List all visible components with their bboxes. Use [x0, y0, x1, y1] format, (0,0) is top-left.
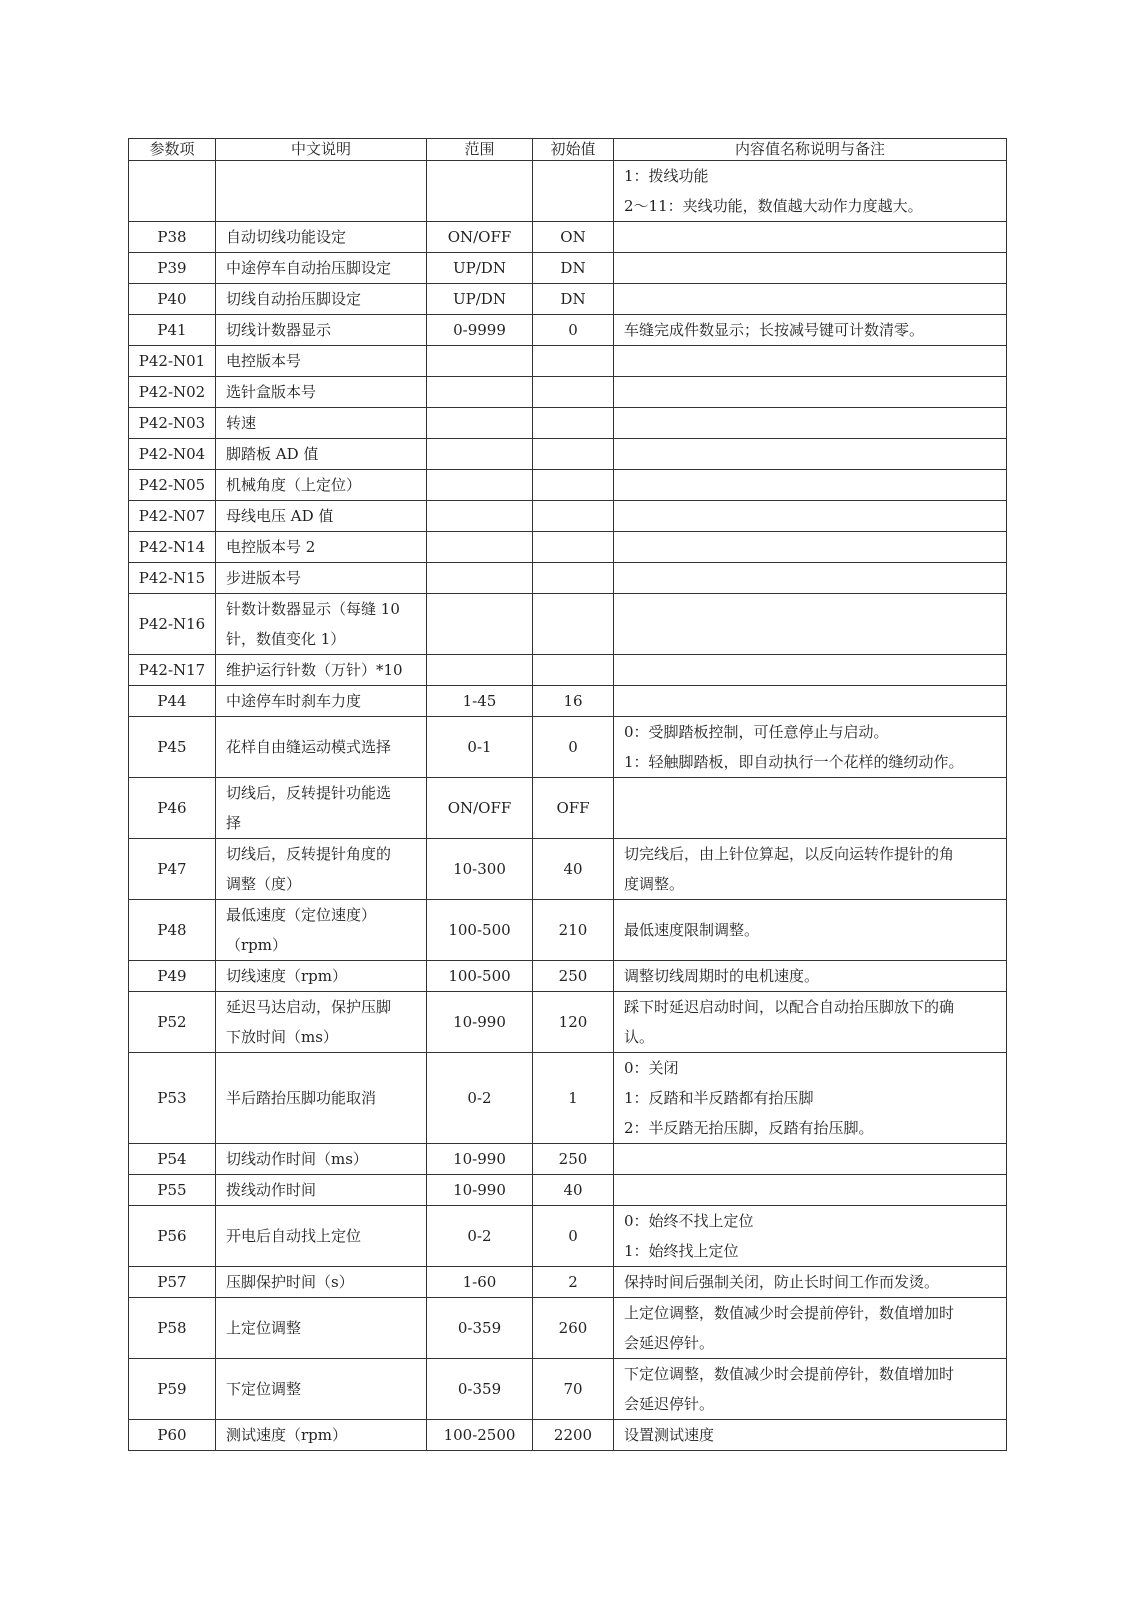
cell-desc-text: 脚踏板 AD 值: [226, 445, 319, 463]
cell-init-text: 0: [568, 738, 578, 756]
cell-init-text: 2200: [553, 1426, 593, 1444]
table-row: [129, 501, 1007, 532]
cell-param: [129, 439, 216, 470]
cell-range: [427, 346, 533, 377]
cell-range: [427, 222, 533, 253]
cell-param-text: P42-N03: [138, 414, 206, 432]
cell-init: [533, 1206, 614, 1267]
cell-param: [129, 161, 216, 222]
cell-range-text: ON/OFF: [447, 228, 512, 246]
cell-init: [533, 992, 614, 1053]
cell-range-text: 100-500: [448, 967, 511, 985]
cell-range-text: 0-1: [467, 738, 492, 756]
table-row: [129, 1144, 1007, 1175]
cell-desc-text: 步进版本号: [226, 569, 302, 587]
table-row: [129, 377, 1007, 408]
cell-range: [427, 253, 533, 284]
cell-init-text: 210: [558, 921, 588, 939]
cell-desc: [216, 563, 427, 594]
cell-note-text: 0：关闭 1：反踏和半反踏都有抬压脚 2：半反踏无抬压脚，反踏有抬压脚。: [624, 1059, 874, 1137]
cell-range: [427, 1298, 533, 1359]
cell-param: [129, 686, 216, 717]
cell-range-text: 1-60: [462, 1273, 497, 1291]
cell-init-text: DN: [560, 290, 586, 308]
cell-param: [129, 253, 216, 284]
cell-init: [533, 686, 614, 717]
table-row: [129, 532, 1007, 563]
cell-init-text: OFF: [556, 799, 590, 817]
cell-init: [533, 408, 614, 439]
cell-range: [427, 161, 533, 222]
table-row: [129, 470, 1007, 501]
cell-init: [533, 315, 614, 346]
cell-desc-text: 测试速度（rpm）: [226, 1426, 347, 1444]
cell-note-text: 切完线后，由上针位算起，以反向运转作提针的角 度调整。: [624, 845, 955, 893]
cell-note-text: 调整切线周期时的电机速度。: [624, 967, 820, 985]
table-header-row: [129, 139, 1007, 161]
cell-desc: [216, 408, 427, 439]
cell-param-text: P42-N16: [138, 615, 206, 633]
cell-desc: [216, 284, 427, 315]
cell-desc: [216, 1298, 427, 1359]
cell-desc-text: 针数计数器显示（每缝 10 针，数值变化 1）: [226, 600, 400, 648]
cell-note: [614, 1175, 1007, 1206]
table-row: [129, 253, 1007, 284]
cell-param: [129, 1175, 216, 1206]
cell-param-text: P44: [157, 692, 187, 710]
cell-range-text: UP/DN: [453, 259, 506, 277]
cell-init: [533, 222, 614, 253]
cell-note: [614, 900, 1007, 961]
cell-param: [129, 1420, 216, 1451]
cell-desc: [216, 222, 427, 253]
cell-param: [129, 594, 216, 655]
cell-desc: [216, 900, 427, 961]
cell-desc-text: 半后踏抬压脚功能取消: [226, 1089, 377, 1107]
cell-note: [614, 346, 1007, 377]
cell-range-text: 100-500: [448, 921, 511, 939]
cell-desc-text: 中途停车时刹车力度: [226, 692, 362, 710]
cell-range: [427, 594, 533, 655]
cell-note: [614, 655, 1007, 686]
cell-desc-text: 上定位调整: [226, 1319, 302, 1337]
table-row: [129, 839, 1007, 900]
cell-note: [614, 992, 1007, 1053]
cell-range: [427, 1053, 533, 1144]
cell-note: [614, 1053, 1007, 1144]
cell-desc-text: 花样自由缝运动模式选择: [226, 738, 392, 756]
cell-init: [533, 1144, 614, 1175]
table-row: [129, 1053, 1007, 1144]
cell-note-text: 上定位调整，数值减少时会提前停针，数值增加时 会延迟停针。: [624, 1304, 955, 1352]
cell-init: [533, 346, 614, 377]
cell-range: [427, 408, 533, 439]
cell-param-text: P60: [157, 1426, 187, 1444]
cell-range: [427, 717, 533, 778]
table-row: [129, 346, 1007, 377]
cell-param-text: P45: [157, 738, 187, 756]
cell-param: [129, 1298, 216, 1359]
cell-desc-text: 母线电压 AD 值: [226, 507, 334, 525]
cell-param-text: P55: [157, 1181, 187, 1199]
cell-note: [614, 439, 1007, 470]
cell-init: [533, 470, 614, 501]
cell-param: [129, 839, 216, 900]
cell-note: [614, 161, 1007, 222]
cell-desc-text: 下定位调整: [226, 1380, 302, 1398]
cell-init-text: 40: [563, 860, 583, 878]
cell-range-text: 0-9999: [453, 321, 506, 339]
cell-range: [427, 992, 533, 1053]
cell-range: [427, 1359, 533, 1420]
cell-desc: [216, 961, 427, 992]
cell-desc-text: 机械角度（上定位）: [226, 476, 362, 494]
cell-init: [533, 1175, 614, 1206]
cell-desc: [216, 1206, 427, 1267]
table-row: [129, 439, 1007, 470]
cell-note: [614, 501, 1007, 532]
cell-note-text: 最低速度限制调整。: [624, 921, 760, 939]
cell-param-text: P42-N05: [138, 476, 206, 494]
cell-note: [614, 253, 1007, 284]
cell-init-text: 16: [563, 692, 583, 710]
cell-range: [427, 470, 533, 501]
cell-note: [614, 839, 1007, 900]
cell-range: [427, 655, 533, 686]
table-row: [129, 1298, 1007, 1359]
cell-init: [533, 961, 614, 992]
cell-note-text: 0：受脚踏板控制，可任意停止与启动。 1：轻触脚踏板，即自动执行一个花样的缝纫动作。: [624, 723, 964, 771]
cell-init: [533, 778, 614, 839]
cell-range: [427, 778, 533, 839]
cell-note: [614, 1298, 1007, 1359]
cell-desc: [216, 1420, 427, 1451]
cell-range: [427, 900, 533, 961]
cell-init: [533, 439, 614, 470]
cell-init-text: 2: [568, 1273, 578, 1291]
cell-desc: [216, 532, 427, 563]
cell-init-text: 250: [558, 967, 588, 985]
cell-range: [427, 1144, 533, 1175]
cell-param-text: P42-N17: [138, 661, 206, 679]
cell-init: [533, 1053, 614, 1144]
header-range: 范围: [427, 139, 533, 161]
cell-init-text: 1: [568, 1089, 578, 1107]
cell-param: [129, 346, 216, 377]
cell-init-text: 0: [568, 1227, 578, 1245]
cell-param: [129, 961, 216, 992]
cell-note-text: 车缝完成件数显示；长按减号键可计数清零。: [624, 321, 925, 339]
cell-desc-text: 切线计数器显示: [226, 321, 332, 339]
cell-desc: [216, 686, 427, 717]
cell-init: [533, 1267, 614, 1298]
cell-param-text: P48: [157, 921, 187, 939]
cell-note: [614, 1206, 1007, 1267]
cell-param-text: P42-N04: [138, 445, 206, 463]
cell-range: [427, 1420, 533, 1451]
cell-init-text: ON: [560, 228, 586, 246]
cell-desc-text: 延迟马达启动，保护压脚 下放时间（ms）: [226, 998, 392, 1046]
cell-param: [129, 315, 216, 346]
cell-range-text: UP/DN: [453, 290, 506, 308]
cell-range: [427, 1175, 533, 1206]
cell-desc-text: 压脚保护时间（s）: [226, 1273, 354, 1291]
cell-param: [129, 1206, 216, 1267]
cell-range: [427, 1267, 533, 1298]
cell-param: [129, 655, 216, 686]
cell-init: [533, 1420, 614, 1451]
cell-param-text: P42-N14: [138, 538, 206, 556]
cell-range-text: 10-990: [453, 1013, 506, 1031]
cell-param-text: P53: [157, 1089, 187, 1107]
table-row: [129, 961, 1007, 992]
cell-note: [614, 377, 1007, 408]
table-row: [129, 992, 1007, 1053]
cell-note-text: 踩下时延迟启动时间，以配合自动抬压脚放下的确 认。: [624, 998, 955, 1046]
cell-note: [614, 1420, 1007, 1451]
cell-range-text: 0-2: [467, 1089, 492, 1107]
table-row: [129, 161, 1007, 222]
cell-range: [427, 532, 533, 563]
cell-param-text: P59: [157, 1380, 187, 1398]
table-row: [129, 284, 1007, 315]
cell-desc: [216, 594, 427, 655]
cell-desc-text: 切线速度（rpm）: [226, 967, 347, 985]
cell-desc: [216, 1144, 427, 1175]
cell-range-text: 10-300: [453, 860, 506, 878]
cell-init: [533, 532, 614, 563]
cell-note-text: 1：拨线功能 2～11：夹线功能，数值越大动作力度越大。: [624, 167, 923, 215]
cell-param-text: P52: [157, 1013, 187, 1031]
cell-param-text: P57: [157, 1273, 187, 1291]
cell-desc: [216, 161, 427, 222]
cell-param-text: P49: [157, 967, 187, 985]
cell-init: [533, 284, 614, 315]
cell-desc: [216, 655, 427, 686]
cell-init: [533, 717, 614, 778]
cell-note: [614, 594, 1007, 655]
header-param: 参数项: [129, 139, 216, 161]
header-desc: 中文说明: [216, 139, 427, 161]
cell-init: [533, 655, 614, 686]
cell-note: [614, 1144, 1007, 1175]
cell-desc: [216, 439, 427, 470]
cell-desc: [216, 470, 427, 501]
cell-param-text: P54: [157, 1150, 187, 1168]
cell-init-text: 260: [558, 1319, 588, 1337]
cell-note: [614, 1359, 1007, 1420]
cell-param: [129, 1144, 216, 1175]
cell-param: [129, 563, 216, 594]
cell-desc-text: 最低速度（定位速度） （rpm）: [226, 906, 377, 954]
cell-param: [129, 470, 216, 501]
table-row: [129, 1175, 1007, 1206]
cell-param: [129, 377, 216, 408]
cell-init: [533, 563, 614, 594]
header-note: 内容值名称说明与备注: [614, 139, 1007, 161]
cell-range: [427, 961, 533, 992]
table-row: [129, 655, 1007, 686]
cell-desc: [216, 346, 427, 377]
cell-param: [129, 778, 216, 839]
cell-note: [614, 686, 1007, 717]
cell-init-text: 0: [568, 321, 578, 339]
cell-note: [614, 717, 1007, 778]
cell-range-text: 0-359: [457, 1380, 502, 1398]
cell-param: [129, 1053, 216, 1144]
cell-range-text: ON/OFF: [447, 799, 512, 817]
cell-range-text: 10-990: [453, 1181, 506, 1199]
header-init: 初始值: [533, 139, 614, 161]
cell-desc: [216, 315, 427, 346]
cell-param: [129, 1359, 216, 1420]
cell-range: [427, 284, 533, 315]
cell-init-text: 40: [563, 1181, 583, 1199]
cell-init: [533, 253, 614, 284]
cell-param: [129, 284, 216, 315]
cell-range-text: 10-990: [453, 1150, 506, 1168]
table-row: [129, 717, 1007, 778]
cell-param: [129, 222, 216, 253]
table-row: [129, 1206, 1007, 1267]
cell-param-text: P42-N07: [138, 507, 206, 525]
cell-param: [129, 501, 216, 532]
cell-param: [129, 900, 216, 961]
table-row: [129, 594, 1007, 655]
cell-init-text: 70: [563, 1380, 583, 1398]
cell-desc: [216, 1175, 427, 1206]
cell-desc-text: 选针盒版本号: [226, 383, 317, 401]
cell-note: [614, 470, 1007, 501]
cell-note: [614, 284, 1007, 315]
table-row: [129, 1359, 1007, 1420]
cell-range: [427, 563, 533, 594]
cell-range-text: 0-2: [467, 1227, 492, 1245]
cell-desc: [216, 253, 427, 284]
cell-init: [533, 377, 614, 408]
cell-param-text: P42-N02: [138, 383, 206, 401]
cell-param: [129, 532, 216, 563]
cell-range: [427, 839, 533, 900]
cell-init: [533, 161, 614, 222]
cell-range: [427, 501, 533, 532]
table-row: [129, 1420, 1007, 1451]
cell-range: [427, 377, 533, 408]
parameter-table: [128, 138, 1007, 1451]
cell-param-text: P56: [157, 1227, 187, 1245]
cell-desc-text: 电控版本号 2: [226, 538, 316, 556]
cell-param-text: P47: [157, 860, 187, 878]
table-row: [129, 222, 1007, 253]
cell-init: [533, 900, 614, 961]
table-row: [129, 408, 1007, 439]
cell-range: [427, 686, 533, 717]
cell-range-text: 0-359: [457, 1319, 502, 1337]
cell-desc-text: 切线后，反转提针角度的 调整（度）: [226, 845, 392, 893]
cell-range: [427, 439, 533, 470]
cell-param: [129, 717, 216, 778]
cell-desc-text: 切线动作时间（ms）: [226, 1150, 368, 1168]
cell-init: [533, 501, 614, 532]
cell-desc: [216, 1359, 427, 1420]
cell-note: [614, 778, 1007, 839]
table-body: [129, 161, 1007, 1451]
cell-note-text: 设置测试速度: [624, 1426, 715, 1444]
cell-desc-text: 拨线动作时间: [226, 1181, 317, 1199]
table-row: [129, 315, 1007, 346]
cell-param: [129, 992, 216, 1053]
cell-init: [533, 839, 614, 900]
cell-init-text: DN: [560, 259, 586, 277]
table-row: [129, 900, 1007, 961]
cell-desc-text: 维护运行针数（万针）*10: [226, 661, 403, 679]
table-row: [129, 778, 1007, 839]
cell-param-text: P58: [157, 1319, 187, 1337]
cell-desc: [216, 839, 427, 900]
cell-desc: [216, 501, 427, 532]
cell-note: [614, 408, 1007, 439]
cell-init-text: 120: [558, 1013, 588, 1031]
cell-range: [427, 315, 533, 346]
cell-desc: [216, 778, 427, 839]
cell-range-text: 100-2500: [443, 1426, 516, 1444]
cell-param: [129, 1267, 216, 1298]
cell-init: [533, 594, 614, 655]
cell-note: [614, 1267, 1007, 1298]
cell-desc-text: 切线后，反转提针功能选 择: [226, 784, 392, 832]
cell-note-text: 保持时间后强制关闭，防止长时间工作而发烫。: [624, 1273, 940, 1291]
cell-desc: [216, 992, 427, 1053]
cell-desc-text: 切线自动抬压脚设定: [226, 290, 362, 308]
cell-desc: [216, 1267, 427, 1298]
cell-desc: [216, 1053, 427, 1144]
cell-param-text: P40: [157, 290, 187, 308]
cell-range: [427, 1206, 533, 1267]
cell-desc-text: 自动切线功能设定: [226, 228, 347, 246]
cell-note: [614, 222, 1007, 253]
cell-desc-text: 电控版本号: [226, 352, 302, 370]
cell-range-text: 1-45: [462, 692, 497, 710]
cell-param-text: P41: [157, 321, 187, 339]
cell-param: [129, 408, 216, 439]
cell-param-text: P39: [157, 259, 187, 277]
cell-note-text: 0：始终不找上定位 1：始终找上定位: [624, 1212, 754, 1260]
cell-note: [614, 563, 1007, 594]
cell-desc: [216, 377, 427, 408]
cell-param-text: P46: [157, 799, 187, 817]
cell-desc-text: 中途停车自动抬压脚设定: [226, 259, 392, 277]
cell-note: [614, 961, 1007, 992]
cell-param-text: P38: [157, 228, 187, 246]
cell-param-text: P42-N15: [138, 569, 206, 587]
table-row: [129, 1267, 1007, 1298]
table-row: [129, 563, 1007, 594]
cell-note-text: 下定位调整，数值减少时会提前停针，数值增加时 会延迟停针。: [624, 1365, 955, 1413]
table-row: [129, 686, 1007, 717]
cell-note: [614, 315, 1007, 346]
cell-note: [614, 532, 1007, 563]
cell-init: [533, 1359, 614, 1420]
cell-param-text: P42-N01: [138, 352, 206, 370]
cell-init: [533, 1298, 614, 1359]
cell-desc-text: 转速: [226, 414, 257, 432]
cell-desc-text: 开电后自动找上定位: [226, 1227, 362, 1245]
cell-init-text: 250: [558, 1150, 588, 1168]
cell-desc: [216, 717, 427, 778]
